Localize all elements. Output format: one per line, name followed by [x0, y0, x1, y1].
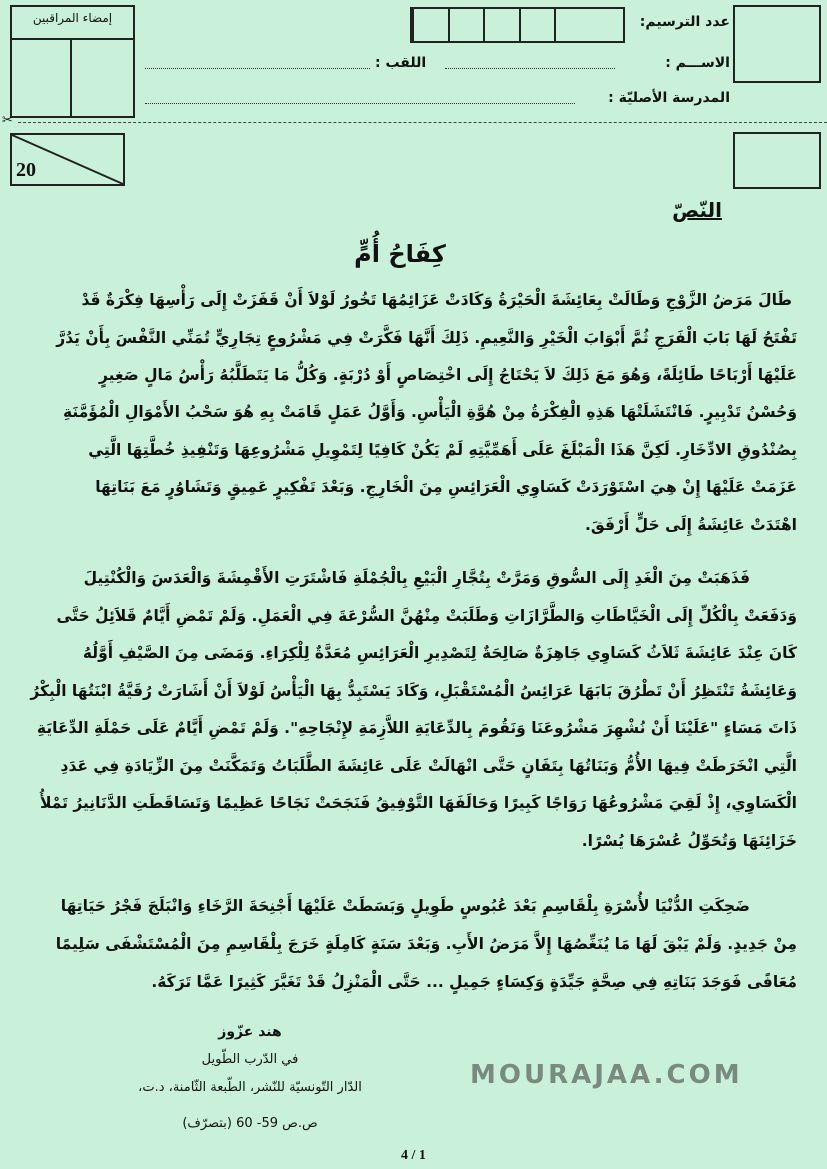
- divider: [12, 38, 133, 40]
- paragraph-line: وَحُسْنُ تَدْبِيرٍ. فَانْتَشَلَتْهَا هَذِهِ الْفِكْرَةُ مِنْ هُوَّةِ الْيَأْسِ. وَأَوَّلُ عَمَلٍ قَامَتْ بِهِ هُوَ سَحْبُ الأَمْوَالِ الْمُؤَمَّنَةِ: [62, 403, 797, 421]
- source-publisher: الدّار التّونسيّة للنّشر، الطّبعة الثّامنة، د.ت،: [138, 1080, 362, 1095]
- page-number: 4 / 1: [401, 1148, 426, 1163]
- scissors-icon: ✂: [2, 113, 13, 128]
- paragraph-line: الْكَسَاوِي، إِذْ لَقِيَ مَشْرُوعُهَا رَوَاجًا كَبِيرًا وَحَالَفَهَا التَّوْفِيقُ فَنَجَحَتْ نَجَاحًا عَظِيمًا وَتَسَاقَطَتِ الدَّنَانِيرُ تَمْلأُ: [39, 794, 797, 812]
- source-book: في الدّرب الطّويل: [201, 1052, 299, 1067]
- paragraph-line: عَزَمَتْ عَلَيْهَا إِنْ هِيَ اسْتَوْرَدَتْ كَسَاوِي الْعَرَائِسِ مِنَ الْخَارِجِ. وَبَعْدَ تَفْكِيرٍ عَمِيقٍ وَتَشَاوُرٍ مَعَ بَنَاتِهَا: [95, 478, 797, 496]
- name-label: الاســـم :: [665, 55, 730, 71]
- paragraph-line: طَالَ مَرَضُ الزَّوْجِ وَطَالَتْ بِعَائِشَةَ الْحَيْرَةُ وَكَادَتْ عَزَائِمُهَا تَخُورُ لَوْلاَ أَنْ قَفَزَتْ إِلَى رَأْسِهَا فِكْرَةٌ قَدْ: [81, 291, 792, 309]
- paragraph-line: تَفْتَحُ لَهَا بَابَ الْفَرَجِ ثُمَّ أَبْوَابَ الْخَيْرِ وَالنَّعِيمِ. ذَلِكَ أَنَّهَا فَكَّرَتْ فِي مَشْرُوعٍ تِجَارِيٍّ تُمَنِّي النَّفْسَ بِأَنْ يَدُرَّ: [56, 329, 797, 347]
- score-total: 20: [16, 159, 36, 181]
- supervisors-signature-box: [10, 5, 135, 118]
- paragraph-line: مِنْ جَدِيدٍ. وَلَمْ يَبْقَ لَهَا مَا يُنَغِّصُهَا إِلاَّ مَرَضُ الأَبِ. وَبَعْدَ سَنَةٍ كَامِلَةٍ خَرَجَ بِلْقَاسِمِ مِنَ الْمُسْتَشْفَى سَلِيمًا: [55, 935, 797, 953]
- digit-box[interactable]: [412, 9, 448, 41]
- digit-box[interactable]: [483, 9, 519, 41]
- paragraph-line: وَعَائِشَةُ تَنْتَظِرُ أَنْ تَطْرُقَ بَابَهَا عَرَائِسُ الْمُسْتَقْبَلِ، وَكَادَ يَسْتَبِدُّ بِهَا الْيَأْسُ لَوْلاَ أَنْ أَشَارَتْ رُقَيَّةُ ابْنَتُهَا الْبِكْرُ: [30, 682, 797, 700]
- digit-box[interactable]: [519, 9, 555, 41]
- paragraph-line: وَدَفَعَتْ بِالْكُلِّ إِلَى الْخَيَّاطَاتِ وَالطَّرَّازَاتِ وَطَلَبَتْ مِنْهُنَّ السُّرْعَةَ فِي الْعَمَلِ. وَلَمْ تَمْضِ أَيَّامٌ قَلاَئِلُ حَتَّى: [56, 607, 797, 625]
- paragraph-line: خَزَائِنَهَا وَتُحَوِّلُ عُسْرَهَا يُسْرًا.: [581, 832, 797, 850]
- paragraph-line: مُعَافًى فَوَجَدَ بَنَاتِهِ فِي صِحَّةٍ جَيِّدَةٍ وَكِسَاءٍ جَمِيلٍ ... حَتَّى الْمَنْزِلُ قَدْ تَغَيَّرَ كَثِيرًا عَمَّا تَرَكَهُ.: [151, 973, 797, 991]
- paragraph-line: كَانَ عِنْدَ عَائِشَةَ ثَلاَثُ كَسَاوِي جَاهِزَةٌ صَالِحَةٌ لِتَصْدِيرِ الْعَرَائِسِ مُعَدَّةٌ لِلْكِرَاءِ. وَمَضَى مِنَ الصَّيْفِ أَوَّلُهُ: [82, 644, 797, 662]
- surname-label: اللقب :: [375, 55, 427, 71]
- digit-box[interactable]: [590, 9, 624, 41]
- grade-box: [733, 132, 821, 189]
- source-author: هند عزّوز: [218, 1024, 282, 1040]
- paragraph-line: الَّتِي انْخَرَطَتْ فِيهَا الأُمُّ وَبَنَاتُهَا بِتَفَانٍ حَتَّى انْهَالَتْ عَلَى عَائِشَةَ الطَّلَبَاتُ وَتَمَكَّنَتْ مِنَ الزِّيَادَةِ فِي عَدَدِ: [60, 757, 797, 775]
- digit-box[interactable]: [554, 9, 590, 41]
- paragraph-line: عَلَيْهَا أَرْبَاحًا طَائِلَةً، وَهُوَ مَعَ ذَلِكَ لاَ يَحْتَاجُ إِلَى اخْتِصَاصٍ أَوْ دُرْبَةٍ. وَكُلُّ مَا يَتَطَلَّبُهُ رَأْسُ مَالٍ صَغِيرٍ: [99, 366, 797, 384]
- registration-number-boxes[interactable]: [410, 7, 625, 43]
- paragraph-line: ضَحِكَتِ الدُّنْيَا لأُسْرَةِ بِلْقَاسِمِ بَعْدَ عُبُوسٍ طَوِيلٍ وَبَسَطَتْ عَلَيْهَا أَجْنِحَةَ الرَّخَاءِ وَانْبَلَجَ فَجْرُ حَيَاتِهَا: [60, 897, 750, 915]
- cut-line: [18, 122, 827, 123]
- paragraph-line: اهْتَدَتْ عَائِشَةُ إِلَى حَلٍّ أَرْفَقَ.: [585, 516, 797, 534]
- registration-label: عدد الترسيم:: [639, 14, 730, 30]
- name-field[interactable]: [445, 68, 615, 69]
- school-label: المدرسة الأصليّة :: [608, 90, 730, 106]
- paragraph-line: ذَاتَ مَسَاءٍ "عَلَيْنَا أَنْ نُشْهِرَ مَشْرُوعَنَا وَنَقُومَ بِالدِّعَايَةِ اللاَّزِمَةِ لإِنْجَاحِهِ". وَلَمْ تَمْضِ أَيَّامٌ عَلَى حَمْلَةِ الدِّعَايَةِ: [36, 719, 797, 737]
- surname-field[interactable]: [145, 68, 370, 69]
- digit-box[interactable]: [448, 9, 484, 41]
- score-box: [10, 133, 125, 186]
- divider: [70, 38, 72, 116]
- supervisors-label: إمضاء المراقبين: [32, 11, 113, 25]
- paragraph-line: فَذَهَبَتْ مِنَ الْغَدِ إِلَى السُّوقِ وَمَرَّتْ بِتُجَّارِ الْبَيْعِ بِالْجُمْلَةِ فَاشْتَرَتِ الأَقْمِشَةَ وَالْعَدَسَ وَالْكُنْتِيلَ: [83, 569, 750, 587]
- registration-corner-box: [733, 5, 821, 83]
- watermark: MOURAJAA.COM: [470, 1060, 743, 1090]
- paragraph-line: بِصُنْدُوقِ الادِّخَارِ. لَكِنَّ هَذَا الْمَبْلَغَ عَلَى أَهَمِّيَّتِهِ لَمْ يَكُنْ كَافِيًا لِتَمْوِيلِ مَشْرُوعِهَا وَتَنْفِيذِ خُطَّتِهَا الَّتِي: [88, 441, 797, 459]
- school-field[interactable]: [145, 103, 575, 104]
- text-title: كِفَاحُ أُمٍّ: [354, 240, 446, 268]
- source-pages: ص.ص 59- 60 (بتصرّف): [182, 1116, 318, 1131]
- section-label: النّصّ: [672, 198, 722, 222]
